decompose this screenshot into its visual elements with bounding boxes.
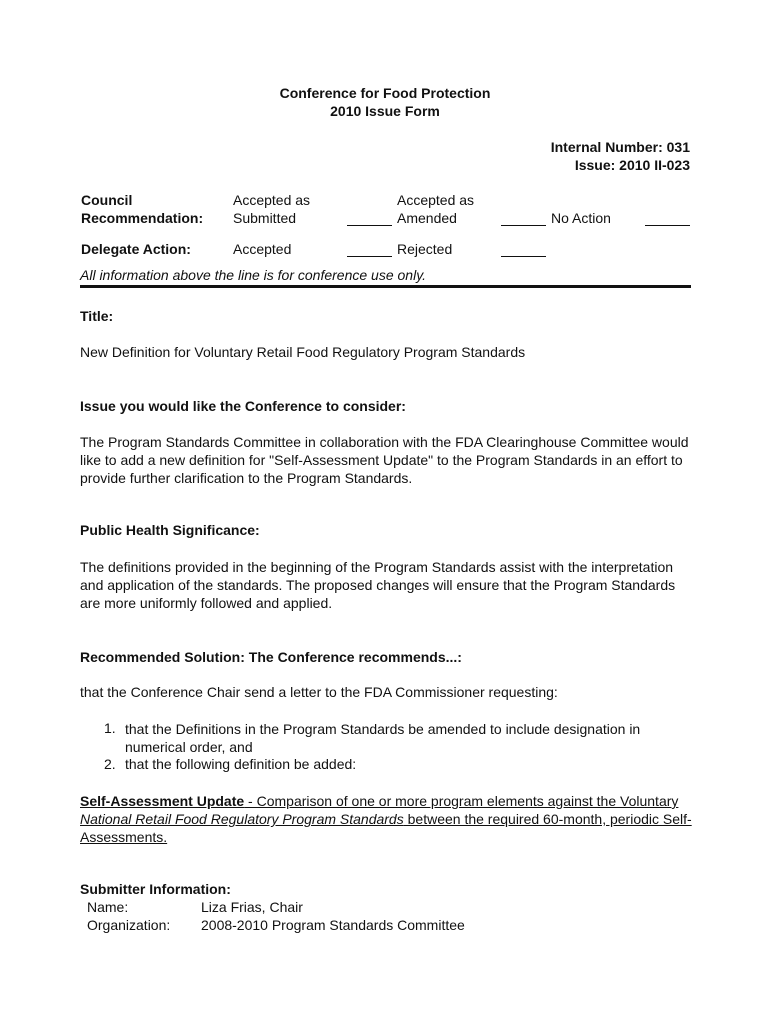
submitter-name-label: Name:	[87, 899, 129, 915]
title-text: New Definition for Voluntary Retail Food Regulatory Program Standards	[80, 344, 526, 360]
definition-term: Self-Assessment Update	[80, 793, 245, 809]
council-option-amended-line2: Amended	[397, 210, 457, 226]
list-item: that the Definitions in the Program Standards be amended to include designation in numerical order, and	[125, 721, 641, 755]
significance-text: The definitions provided in the beginning of the Program Standards assist with the interpretation and application of the standards. The proposed changes will ensure that the Program Standards are more uniformly followed and applied.	[80, 559, 676, 611]
issue-heading: Issue you would like the Conference to consider:	[80, 398, 406, 414]
council-label-line2: Recommendation:	[81, 210, 204, 226]
council-no-action-blank[interactable]	[645, 211, 690, 226]
council-submitted-blank[interactable]	[347, 211, 392, 226]
form-subtitle: 2010 Issue Form	[330, 103, 440, 119]
separator-line	[80, 285, 691, 288]
submitter-name-value: Liza Frias, Chair	[201, 899, 303, 915]
title-label: Title:	[80, 308, 114, 324]
issue-text: The Program Standards Committee in collaboration with the FDA Clearinghouse Committee would like to add a new definition for "Self-Assessment Update" to the Program Standards in an effort to provide further clarification to the Program Standards.	[80, 434, 689, 486]
definition-paragraph	[80, 792, 692, 846]
form-title: Conference for Food Protection	[279, 85, 491, 101]
submitter-organization-value: 2008-2010 Program Standards Committee	[201, 917, 465, 933]
significance-heading: Public Health Significance:	[80, 522, 260, 538]
council-option-amended-line1: Accepted as	[397, 192, 475, 208]
conference-use-note: All information above the line is for conference use only.	[80, 267, 427, 283]
list-item: that the following definition be added:	[125, 756, 357, 772]
submitter-heading: Submitter Information:	[80, 881, 231, 897]
submitter-organization-label: Organization:	[87, 917, 171, 933]
delegate-option-accepted: Accepted	[233, 241, 292, 257]
list-item-number: 2.	[104, 756, 116, 772]
council-label-line1: Council	[81, 192, 133, 208]
council-option-no-action: No Action	[551, 210, 611, 226]
definition-text-part2: between the required 60-month, periodic Self-Assessments.	[80, 811, 692, 845]
council-amended-blank[interactable]	[501, 211, 546, 226]
council-option-submitted-line1: Accepted as	[233, 192, 311, 208]
issue-number: Issue: 2010 II-023	[574, 157, 690, 173]
list-item-number: 1.	[104, 720, 116, 736]
definition-text-part1: - Comparison of one or more program elements against the Voluntary	[244, 793, 679, 809]
solution-heading: Recommended Solution: The Conference recommends...:	[80, 649, 462, 665]
delegate-option-rejected: Rejected	[397, 241, 453, 257]
delegate-label: Delegate Action:	[81, 241, 191, 257]
delegate-accepted-blank[interactable]	[347, 242, 392, 257]
council-option-submitted-line2: Submitted	[233, 210, 297, 226]
delegate-rejected-blank[interactable]	[501, 242, 546, 257]
definition-standards-title: National Retail Food Regulatory Program Standards	[80, 811, 404, 827]
internal-number: Internal Number: 031	[550, 139, 690, 155]
solution-intro: that the Conference Chair send a letter to the FDA Commissioner requesting:	[80, 684, 558, 700]
